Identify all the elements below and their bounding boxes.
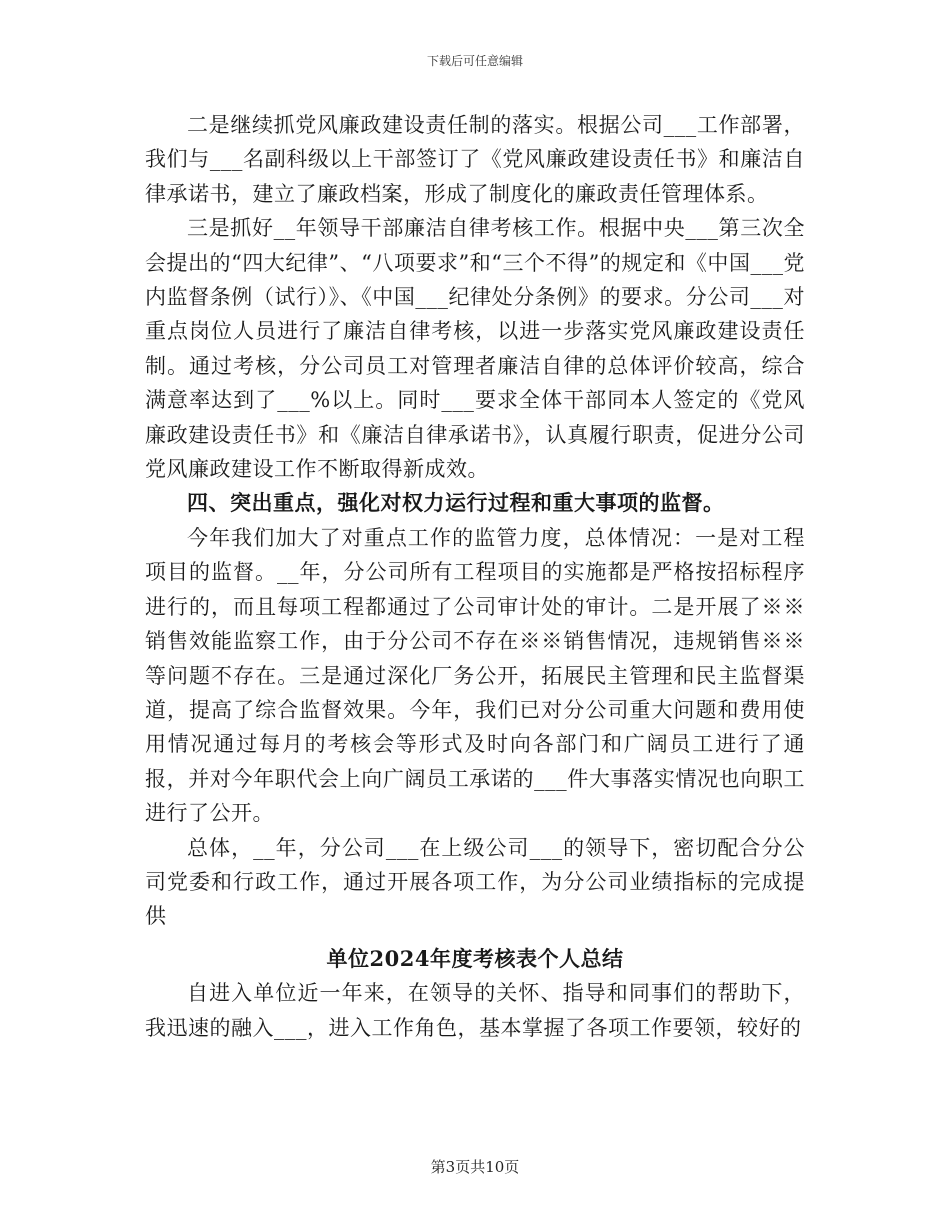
page-header: 下载后可任意编辑 — [426, 54, 523, 68]
document-title: 单位2024年度考核表个人总结 — [326, 945, 624, 971]
paragraph-personal-summary: 自进入单位近一年来，在领导的关怀、指导和同事们的帮助下，我迅速的融入___，进入工作角色，基本掌握了各项工作要领，较好的 — [145, 981, 805, 1040]
page-number: 第3页共10页 — [430, 1158, 520, 1176]
document-body — [145, 108, 805, 1045]
section-heading-supervision: 四、突出重点，强化对权力运行过程和重大事项的监督。 — [187, 490, 725, 516]
paragraph-key-work-supervision: 今年我们加大了对重点工作的监管力度，总体情况：一是对工程项目的监督。__年，分公司所有工程项目的实施都是严格按招标程序进行的，而且每项工程都通过了公司审计处的审计。二是开展了※※销售效能监察工作，由于分公司不存在※※销售情况，违规销售※※等问题不存在。三是通过深化厂务公开，拓展民主管理和民主监督渠道，提高了综合监督效果。今年，我们已对分公司重大问题和费用使用情况通过每月的考核会等形式及时向各部门和广阔员工进行了通报，并对今年职代会上向广阔员工承诺的___件大事落实情况也向职工进行了公开。 — [145, 525, 805, 826]
paragraph-self-discipline-assessment: 三是抓好__年领导干部廉洁自律考核工作。根据中央___第三次全会提出的“四大纪律”、“八项要求”和“三个不得”的规定和《中国___党内监督条例（试行）》、《中国___纪律处分条例》的要求。分公司___对重点岗位人员进行了廉洁自律考核，以进一步落实党风廉政建设责任制。通过考核，分公司员工对管理者廉洁自律的总体评价较高，综合满意率达到了___%以上。同时___要求全体干部同本人签定的《党风廉政建设责任书》和《廉洁自律承诺书》，认真履行职责，促进分公司党风廉政建设工作不断取得新成效。 — [145, 216, 805, 482]
paragraph-summary: 总体，__年，分公司___在上级公司___的领导下，密切配合分公司党委和行政工作，通过开展各项工作，为分公司业绩指标的完成提供 — [145, 835, 805, 929]
paragraph-responsibility-system: 二是继续抓党风廉政建设责任制的落实。根据公司___工作部署，我们与___名副科级以上干部签订了《党风廉政建设责任书》和廉洁自律承诺书，建立了廉政档案，形成了制度化的廉政责任管理体系。 — [145, 113, 805, 206]
